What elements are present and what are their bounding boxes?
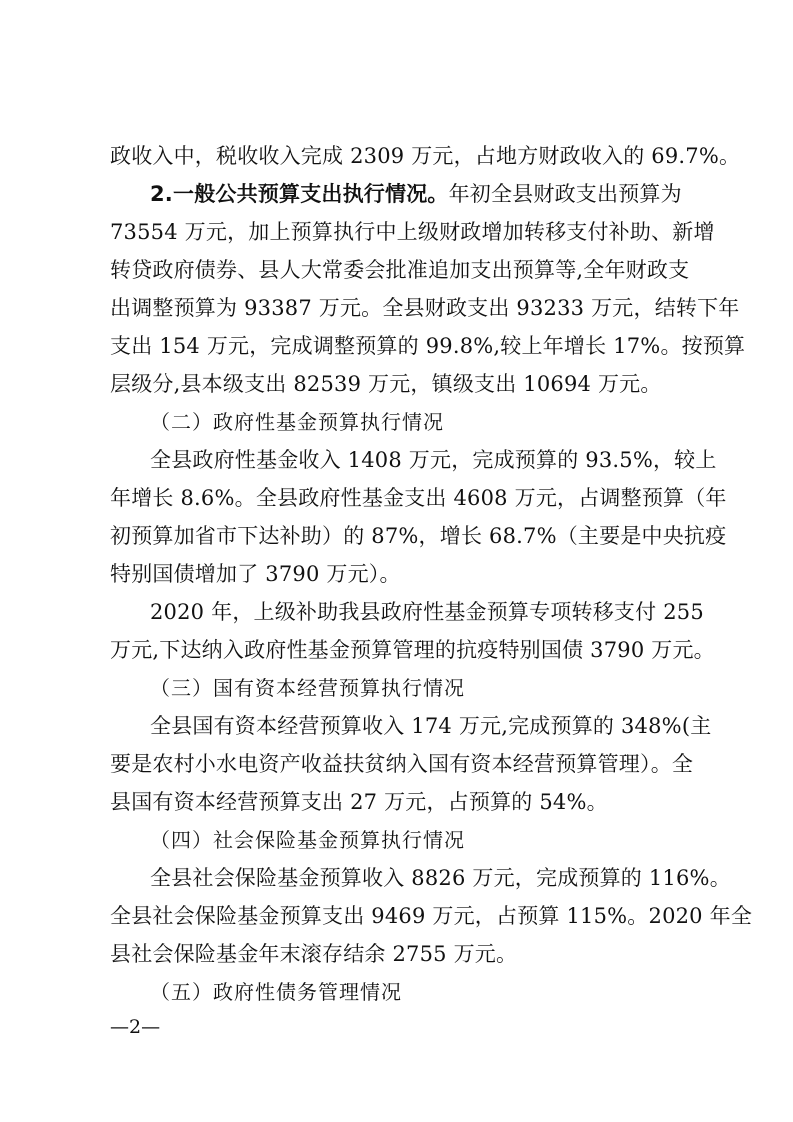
- text-line: 要是农村小水电资产收益扶贫纳入国有资本经营预算管理）。全: [110, 752, 694, 776]
- text-line: 政收入中，税收收入完成 2309 万元，占地方财政收入的 69.7%。: [110, 144, 741, 168]
- section-heading: （三）国有资本经营预算执行情况: [150, 676, 465, 700]
- text-line: 全县政府性基金收入 1408 万元，完成预算的 93.5%，较上: [150, 448, 717, 472]
- text-line: 转贷政府债券、县人大常委会批准追加支出预算等,全年财政支: [110, 258, 690, 282]
- text-line: 全县社会保险基金预算支出 9469 万元，占预算 115%。2020 年全: [110, 904, 753, 928]
- text-line: 县社会保险基金年末滚存结余 2755 万元。: [110, 942, 518, 966]
- section-heading: （二）政府性基金预算执行情况: [150, 410, 444, 434]
- text-line: 73554 万元，加上预算执行中上级财政增加转移支付补助、新增: [110, 220, 715, 244]
- text-line: 全县社会保险基金预算收入 8826 万元，完成预算的 116%。: [150, 866, 731, 890]
- paragraph-lead-line: [150, 176, 710, 212]
- text-line: 初预算加省市下达补助）的 87%，增长 68.7%（主要是中央抗疫: [110, 524, 727, 548]
- text-line: 县国有资本经营预算支出 27 万元，占预算的 54%。: [110, 790, 608, 814]
- text-line: 出调整预算为 93387 万元。全县财政支出 93233 万元，结转下年: [110, 296, 740, 320]
- text-line: 2020 年，上级补助我县政府性基金预算专项转移支付 255: [150, 600, 704, 624]
- page-number: —2—: [110, 1016, 161, 1038]
- text-line: 万元,下达纳入政府性基金预算管理的抗疫特别国债 3790 万元。: [110, 638, 715, 662]
- text-line: 支出 154 万元，完成调整预算的 99.8%,较上年增长 17%。按预算: [110, 334, 746, 358]
- text-line: 全县国有资本经营预算收入 174 万元,完成预算的 348%(主: [150, 714, 712, 738]
- text-line: 特别国债增加了 3790 万元）。: [110, 562, 401, 586]
- text-line: 层级分,县本级支出 82539 万元，镇级支出 10694 万元。: [110, 372, 662, 396]
- subheading-bold: 2.一般公共预算支出执行情况。: [150, 182, 449, 206]
- section-heading: （五）政府性债务管理情况: [150, 980, 402, 1004]
- text-run: 年初全县财政支出预算为: [448, 182, 682, 206]
- section-heading: （四）社会保险基金预算执行情况: [150, 828, 465, 852]
- text-line: 年增长 8.6%。全县政府性基金支出 4608 万元，占调整预算（年: [110, 486, 727, 510]
